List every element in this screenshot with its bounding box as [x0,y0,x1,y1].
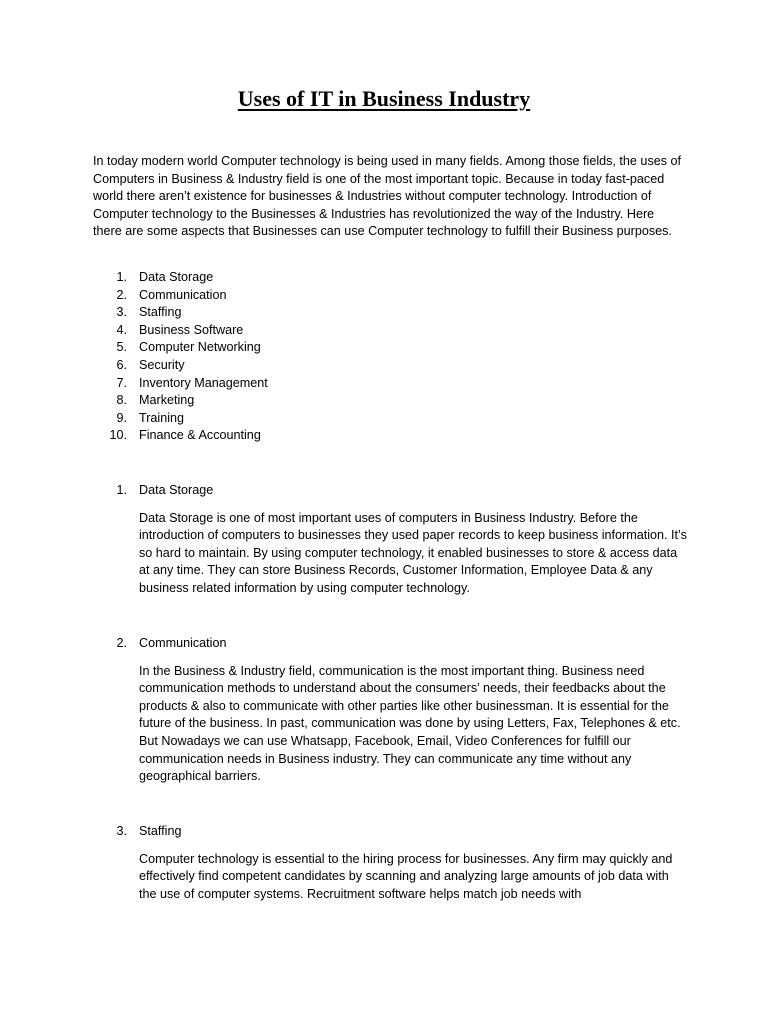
section-body: Computer technology is essential to the hiring process for businesses. Any firm may quickly and effectively find competent candidates by scanning and analyzing large amounts of job data with the use of computer systems. Recruitment software helps match job needs with [139,851,673,901]
list-number: 2. [116,287,127,302]
list-number: 10. [109,428,127,443]
list-number: 5. [116,340,127,355]
list-item [93,410,268,428]
list-label: Communication [139,287,227,302]
list-item [93,322,268,340]
list-label: Inventory Management [139,375,268,390]
section-number: 3. [116,824,127,838]
list-number: 1. [116,270,127,284]
list-item [93,269,268,287]
section-body: In the Business & Industry field, communication is the most important thing. Business need communication methods to understand about the consumers’ needs, their feedbacks about the products & also to communicate with other parties like other businessman. It is essential for the future of the business. In past, communication was done by using Letters, Fax, Telephones & etc. But Nowadays we can use Whatsapp, Facebook, Email, Video Conferences for fulfill our communication needs in Business industry. They can communicate any time without any geographical barriers. [139,663,681,784]
section-staffing [93,823,693,903]
list-label: Staffing [139,305,182,320]
topics-list [93,269,268,445]
document-title: Uses of IT in Business Industry [237,86,531,111]
section-communication [93,635,693,786]
list-item [93,339,268,357]
intro-paragraph: In today modern world Computer technology is being used in many fields. Among those fields, the uses of Computers in Business & Industry field is one of the most important topic. Because in today fast-paced world there aren’t existence for businesses & Industries without computer technology. Introduction of Computer technology to the Businesses & Industries has revolutionized the way of the Industry. Here there are some aspects that Businesses can use Computer technology to fulfill their Business purposes. [93,154,682,239]
list-item [93,287,268,305]
list-item [93,375,268,393]
section-title: Data Storage [139,483,214,497]
section-title: Communication [139,636,227,650]
list-number: 6. [116,357,127,372]
section-heading [93,635,693,653]
list-number: 4. [116,322,127,337]
list-label: Marketing [139,393,195,408]
list-number: 8. [116,393,127,408]
list-label: Data Storage [139,270,214,284]
section-number: 2. [116,636,127,650]
section-number: 1. [116,483,127,497]
list-label: Computer Networking [139,340,261,355]
list-number: 3. [116,305,127,320]
section-body: Data Storage is one of most important uses of computers in Business Industry. Before the introduction of computers to businesses they used paper records to keep business information. It’s so hard to maintain. By using computer technology, it enabled businesses to store & access data at any time. They can store Business Records, Customer Information, Employee Data & any business related information by using computer technology. [139,510,687,595]
list-number: 9. [116,410,127,425]
list-label: Training [139,410,185,425]
list-label: Security [139,357,185,372]
list-label: Business Software [139,322,244,337]
list-label: Finance & Accounting [139,428,261,443]
list-item [93,392,268,410]
section-title: Staffing [139,824,182,838]
section-heading [93,482,693,500]
section-data-storage [93,482,693,598]
list-item [93,427,268,445]
list-item [93,357,268,375]
list-number: 7. [116,375,127,390]
section-heading [93,823,693,841]
list-item [93,304,268,322]
